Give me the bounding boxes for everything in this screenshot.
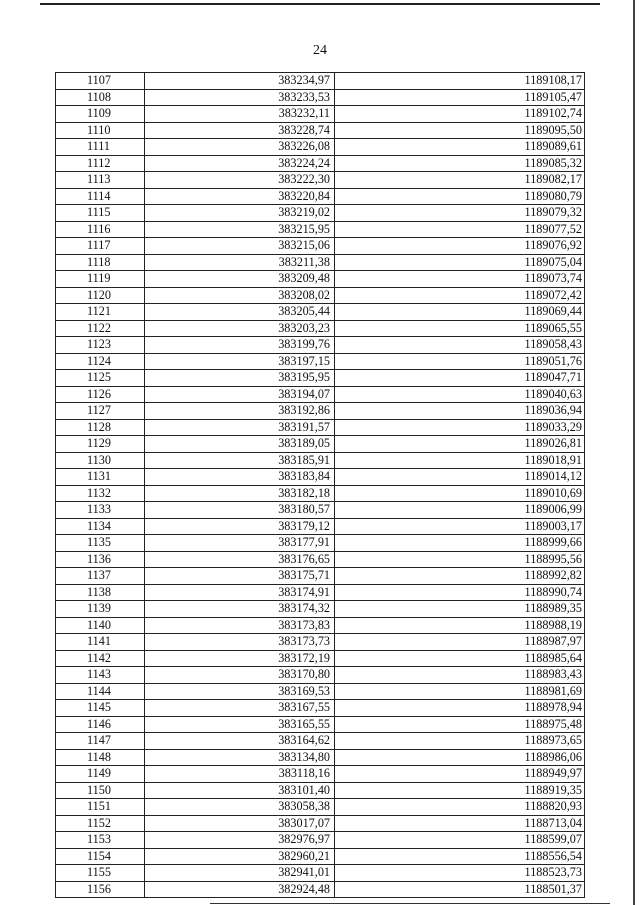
point-number-cell: 1141 bbox=[56, 634, 145, 651]
coordinate-x-cell: 383191,57 bbox=[145, 419, 335, 436]
coordinate-y-cell: 1189080,79 bbox=[335, 188, 585, 205]
coordinate-x-cell: 383189,05 bbox=[145, 436, 335, 453]
point-number-cell: 1133 bbox=[56, 502, 145, 519]
coordinate-x-cell: 383174,91 bbox=[145, 584, 335, 601]
point-number-cell: 1154 bbox=[56, 848, 145, 865]
coordinate-y-cell: 1189079,32 bbox=[335, 205, 585, 222]
coordinate-x-cell: 383233,53 bbox=[145, 89, 335, 106]
coordinate-x-cell: 383211,38 bbox=[145, 254, 335, 271]
point-number-cell: 1143 bbox=[56, 667, 145, 684]
point-number-cell: 1153 bbox=[56, 832, 145, 849]
table-row bbox=[56, 419, 585, 436]
table-row bbox=[56, 287, 585, 304]
coordinate-x-cell: 383203,23 bbox=[145, 320, 335, 337]
table-row bbox=[56, 89, 585, 106]
point-number-cell: 1129 bbox=[56, 436, 145, 453]
coordinate-x-cell: 382941,01 bbox=[145, 865, 335, 882]
coordinate-x-cell: 383173,73 bbox=[145, 634, 335, 651]
coordinate-x-cell: 383172,19 bbox=[145, 650, 335, 667]
table-row bbox=[56, 815, 585, 832]
coordinate-y-cell: 1188986,06 bbox=[335, 749, 585, 766]
coordinate-y-cell: 1188992,82 bbox=[335, 568, 585, 585]
point-number-cell: 1151 bbox=[56, 799, 145, 816]
point-number-cell: 1120 bbox=[56, 287, 145, 304]
table-row bbox=[56, 782, 585, 799]
table-row bbox=[56, 254, 585, 271]
table-row bbox=[56, 304, 585, 321]
coordinate-x-cell: 383170,80 bbox=[145, 667, 335, 684]
point-number-cell: 1130 bbox=[56, 452, 145, 469]
coordinate-y-cell: 1188975,48 bbox=[335, 716, 585, 733]
point-number-cell: 1138 bbox=[56, 584, 145, 601]
table-row bbox=[56, 139, 585, 156]
coordinate-y-cell: 1188919,35 bbox=[335, 782, 585, 799]
point-number-cell: 1131 bbox=[56, 469, 145, 486]
point-number-cell: 1135 bbox=[56, 535, 145, 552]
table-row bbox=[56, 386, 585, 403]
point-number-cell: 1137 bbox=[56, 568, 145, 585]
point-number-cell: 1125 bbox=[56, 370, 145, 387]
coordinate-y-cell: 1188713,04 bbox=[335, 815, 585, 832]
coordinate-x-cell: 383228,74 bbox=[145, 122, 335, 139]
point-number-cell: 1108 bbox=[56, 89, 145, 106]
point-number-cell: 1127 bbox=[56, 403, 145, 420]
point-number-cell: 1118 bbox=[56, 254, 145, 271]
table-row bbox=[56, 106, 585, 123]
coordinates-table bbox=[55, 72, 585, 898]
point-number-cell: 1139 bbox=[56, 601, 145, 618]
coordinate-y-cell: 1189105,47 bbox=[335, 89, 585, 106]
table-row bbox=[56, 172, 585, 189]
table-row bbox=[56, 650, 585, 667]
point-number-cell: 1146 bbox=[56, 716, 145, 733]
scan-edge-top bbox=[40, 3, 600, 5]
coordinate-y-cell: 1188523,73 bbox=[335, 865, 585, 882]
point-number-cell: 1119 bbox=[56, 271, 145, 288]
coordinate-y-cell: 1189051,76 bbox=[335, 353, 585, 370]
coordinate-y-cell: 1189006,99 bbox=[335, 502, 585, 519]
coordinate-y-cell: 1188990,74 bbox=[335, 584, 585, 601]
table-row bbox=[56, 353, 585, 370]
point-number-cell: 1140 bbox=[56, 617, 145, 634]
table-row bbox=[56, 122, 585, 139]
point-number-cell: 1144 bbox=[56, 683, 145, 700]
coordinate-y-cell: 1189033,29 bbox=[335, 419, 585, 436]
coordinate-x-cell: 383232,11 bbox=[145, 106, 335, 123]
table-row bbox=[56, 584, 585, 601]
table-row bbox=[56, 716, 585, 733]
scan-edge-bottom bbox=[210, 903, 610, 904]
point-number-cell: 1142 bbox=[56, 650, 145, 667]
table-row bbox=[56, 238, 585, 255]
table-row bbox=[56, 568, 585, 585]
table-row bbox=[56, 403, 585, 420]
point-number-cell: 1112 bbox=[56, 155, 145, 172]
coordinate-y-cell: 1188981,69 bbox=[335, 683, 585, 700]
table-row bbox=[56, 848, 585, 865]
coordinate-x-cell: 383164,62 bbox=[145, 733, 335, 750]
coordinate-x-cell: 383118,16 bbox=[145, 766, 335, 783]
coordinate-x-cell: 383185,91 bbox=[145, 452, 335, 469]
table-row bbox=[56, 271, 585, 288]
coordinate-y-cell: 1189069,44 bbox=[335, 304, 585, 321]
coordinate-y-cell: 1189075,04 bbox=[335, 254, 585, 271]
coordinate-y-cell: 1188987,97 bbox=[335, 634, 585, 651]
coordinate-x-cell: 383195,95 bbox=[145, 370, 335, 387]
coordinate-y-cell: 1188999,66 bbox=[335, 535, 585, 552]
table-row bbox=[56, 865, 585, 882]
coordinate-y-cell: 1189003,17 bbox=[335, 518, 585, 535]
coordinate-y-cell: 1188978,94 bbox=[335, 700, 585, 717]
table-row bbox=[56, 205, 585, 222]
table-row bbox=[56, 73, 585, 90]
point-number-cell: 1128 bbox=[56, 419, 145, 436]
table-row bbox=[56, 436, 585, 453]
coordinate-x-cell: 383169,53 bbox=[145, 683, 335, 700]
coordinate-x-cell: 383208,02 bbox=[145, 287, 335, 304]
coordinate-y-cell: 1189072,42 bbox=[335, 287, 585, 304]
coordinate-y-cell: 1188599,07 bbox=[335, 832, 585, 849]
coordinate-y-cell: 1189018,91 bbox=[335, 452, 585, 469]
coordinate-x-cell: 383215,95 bbox=[145, 221, 335, 238]
point-number-cell: 1109 bbox=[56, 106, 145, 123]
table-row bbox=[56, 221, 585, 238]
coordinate-y-cell: 1189077,52 bbox=[335, 221, 585, 238]
coordinate-y-cell: 1189010,69 bbox=[335, 485, 585, 502]
coordinate-y-cell: 1188989,35 bbox=[335, 601, 585, 618]
coordinate-x-cell: 383192,86 bbox=[145, 403, 335, 420]
point-number-cell: 1110 bbox=[56, 122, 145, 139]
table-row bbox=[56, 733, 585, 750]
table-row bbox=[56, 617, 585, 634]
table-row bbox=[56, 683, 585, 700]
point-number-cell: 1148 bbox=[56, 749, 145, 766]
coordinate-y-cell: 1188983,43 bbox=[335, 667, 585, 684]
coordinate-y-cell: 1189047,71 bbox=[335, 370, 585, 387]
coordinate-x-cell: 383182,18 bbox=[145, 485, 335, 502]
coordinate-x-cell: 383209,48 bbox=[145, 271, 335, 288]
coordinate-y-cell: 1189095,50 bbox=[335, 122, 585, 139]
coordinate-x-cell: 383173,83 bbox=[145, 617, 335, 634]
coordinate-y-cell: 1189065,55 bbox=[335, 320, 585, 337]
coordinate-y-cell: 1189089,61 bbox=[335, 139, 585, 156]
coordinate-x-cell: 383226,08 bbox=[145, 139, 335, 156]
coordinate-x-cell: 383058,38 bbox=[145, 799, 335, 816]
coordinate-x-cell: 383199,76 bbox=[145, 337, 335, 354]
coordinate-x-cell: 383180,57 bbox=[145, 502, 335, 519]
point-number-cell: 1145 bbox=[56, 700, 145, 717]
coordinate-y-cell: 1188820,93 bbox=[335, 799, 585, 816]
coordinate-x-cell: 382976,97 bbox=[145, 832, 335, 849]
point-number-cell: 1123 bbox=[56, 337, 145, 354]
table-row bbox=[56, 370, 585, 387]
table-row bbox=[56, 667, 585, 684]
table-row bbox=[56, 452, 585, 469]
coordinate-x-cell: 383176,65 bbox=[145, 551, 335, 568]
coordinate-x-cell: 383183,84 bbox=[145, 469, 335, 486]
coordinate-y-cell: 1189082,17 bbox=[335, 172, 585, 189]
point-number-cell: 1136 bbox=[56, 551, 145, 568]
coordinate-x-cell: 383165,55 bbox=[145, 716, 335, 733]
table-row bbox=[56, 155, 585, 172]
point-number-cell: 1111 bbox=[56, 139, 145, 156]
table-row bbox=[56, 700, 585, 717]
coordinate-x-cell: 382960,21 bbox=[145, 848, 335, 865]
point-number-cell: 1113 bbox=[56, 172, 145, 189]
point-number-cell: 1132 bbox=[56, 485, 145, 502]
coordinate-y-cell: 1188995,56 bbox=[335, 551, 585, 568]
page-number: 24 bbox=[313, 43, 327, 58]
scan-edge-right bbox=[633, 0, 635, 905]
point-number-cell: 1134 bbox=[56, 518, 145, 535]
coordinate-x-cell: 383205,44 bbox=[145, 304, 335, 321]
coordinate-y-cell: 1189026,81 bbox=[335, 436, 585, 453]
coordinate-y-cell: 1188949,97 bbox=[335, 766, 585, 783]
coordinate-y-cell: 1189073,74 bbox=[335, 271, 585, 288]
table-row bbox=[56, 469, 585, 486]
table-row bbox=[56, 766, 585, 783]
point-number-cell: 1117 bbox=[56, 238, 145, 255]
coordinate-y-cell: 1189108,17 bbox=[335, 73, 585, 90]
coordinate-y-cell: 1189040,63 bbox=[335, 386, 585, 403]
table-row bbox=[56, 749, 585, 766]
coordinate-y-cell: 1188985,64 bbox=[335, 650, 585, 667]
table-row bbox=[56, 188, 585, 205]
table-row bbox=[56, 634, 585, 651]
coordinate-x-cell: 382924,48 bbox=[145, 881, 335, 898]
coordinate-x-cell: 383177,91 bbox=[145, 535, 335, 552]
coordinate-y-cell: 1188501,37 bbox=[335, 881, 585, 898]
coordinate-x-cell: 383101,40 bbox=[145, 782, 335, 799]
table-row bbox=[56, 502, 585, 519]
coordinate-x-cell: 383234,97 bbox=[145, 73, 335, 90]
coordinate-x-cell: 383222,30 bbox=[145, 172, 335, 189]
point-number-cell: 1107 bbox=[56, 73, 145, 90]
point-number-cell: 1122 bbox=[56, 320, 145, 337]
coordinate-x-cell: 383167,55 bbox=[145, 700, 335, 717]
point-number-cell: 1147 bbox=[56, 733, 145, 750]
coordinates-table-body bbox=[56, 73, 585, 898]
table-row bbox=[56, 799, 585, 816]
point-number-cell: 1152 bbox=[56, 815, 145, 832]
coordinate-x-cell: 383219,02 bbox=[145, 205, 335, 222]
point-number-cell: 1156 bbox=[56, 881, 145, 898]
point-number-cell: 1150 bbox=[56, 782, 145, 799]
coordinate-x-cell: 383134,80 bbox=[145, 749, 335, 766]
point-number-cell: 1124 bbox=[56, 353, 145, 370]
table-row bbox=[56, 601, 585, 618]
coordinate-y-cell: 1189102,74 bbox=[335, 106, 585, 123]
table-row bbox=[56, 832, 585, 849]
coordinate-y-cell: 1188988,19 bbox=[335, 617, 585, 634]
coordinate-y-cell: 1188973,65 bbox=[335, 733, 585, 750]
table-row bbox=[56, 881, 585, 898]
coordinate-x-cell: 383215,06 bbox=[145, 238, 335, 255]
table-row bbox=[56, 518, 585, 535]
point-number-cell: 1121 bbox=[56, 304, 145, 321]
coordinate-x-cell: 383174,32 bbox=[145, 601, 335, 618]
coordinate-x-cell: 383179,12 bbox=[145, 518, 335, 535]
point-number-cell: 1149 bbox=[56, 766, 145, 783]
coordinate-x-cell: 383175,71 bbox=[145, 568, 335, 585]
table-row bbox=[56, 320, 585, 337]
table-row bbox=[56, 485, 585, 502]
table-row bbox=[56, 535, 585, 552]
coordinate-x-cell: 383224,24 bbox=[145, 155, 335, 172]
point-number-cell: 1155 bbox=[56, 865, 145, 882]
coordinate-x-cell: 383220,84 bbox=[145, 188, 335, 205]
coordinate-y-cell: 1189036,94 bbox=[335, 403, 585, 420]
table-row bbox=[56, 551, 585, 568]
table-row bbox=[56, 337, 585, 354]
coordinate-y-cell: 1189085,32 bbox=[335, 155, 585, 172]
coordinate-y-cell: 1189076,92 bbox=[335, 238, 585, 255]
coordinate-x-cell: 383197,15 bbox=[145, 353, 335, 370]
coordinate-y-cell: 1189014,12 bbox=[335, 469, 585, 486]
coordinate-x-cell: 383017,07 bbox=[145, 815, 335, 832]
coordinate-y-cell: 1189058,43 bbox=[335, 337, 585, 354]
point-number-cell: 1114 bbox=[56, 188, 145, 205]
point-number-cell: 1115 bbox=[56, 205, 145, 222]
coordinate-x-cell: 383194,07 bbox=[145, 386, 335, 403]
coordinate-y-cell: 1188556,54 bbox=[335, 848, 585, 865]
point-number-cell: 1126 bbox=[56, 386, 145, 403]
point-number-cell: 1116 bbox=[56, 221, 145, 238]
